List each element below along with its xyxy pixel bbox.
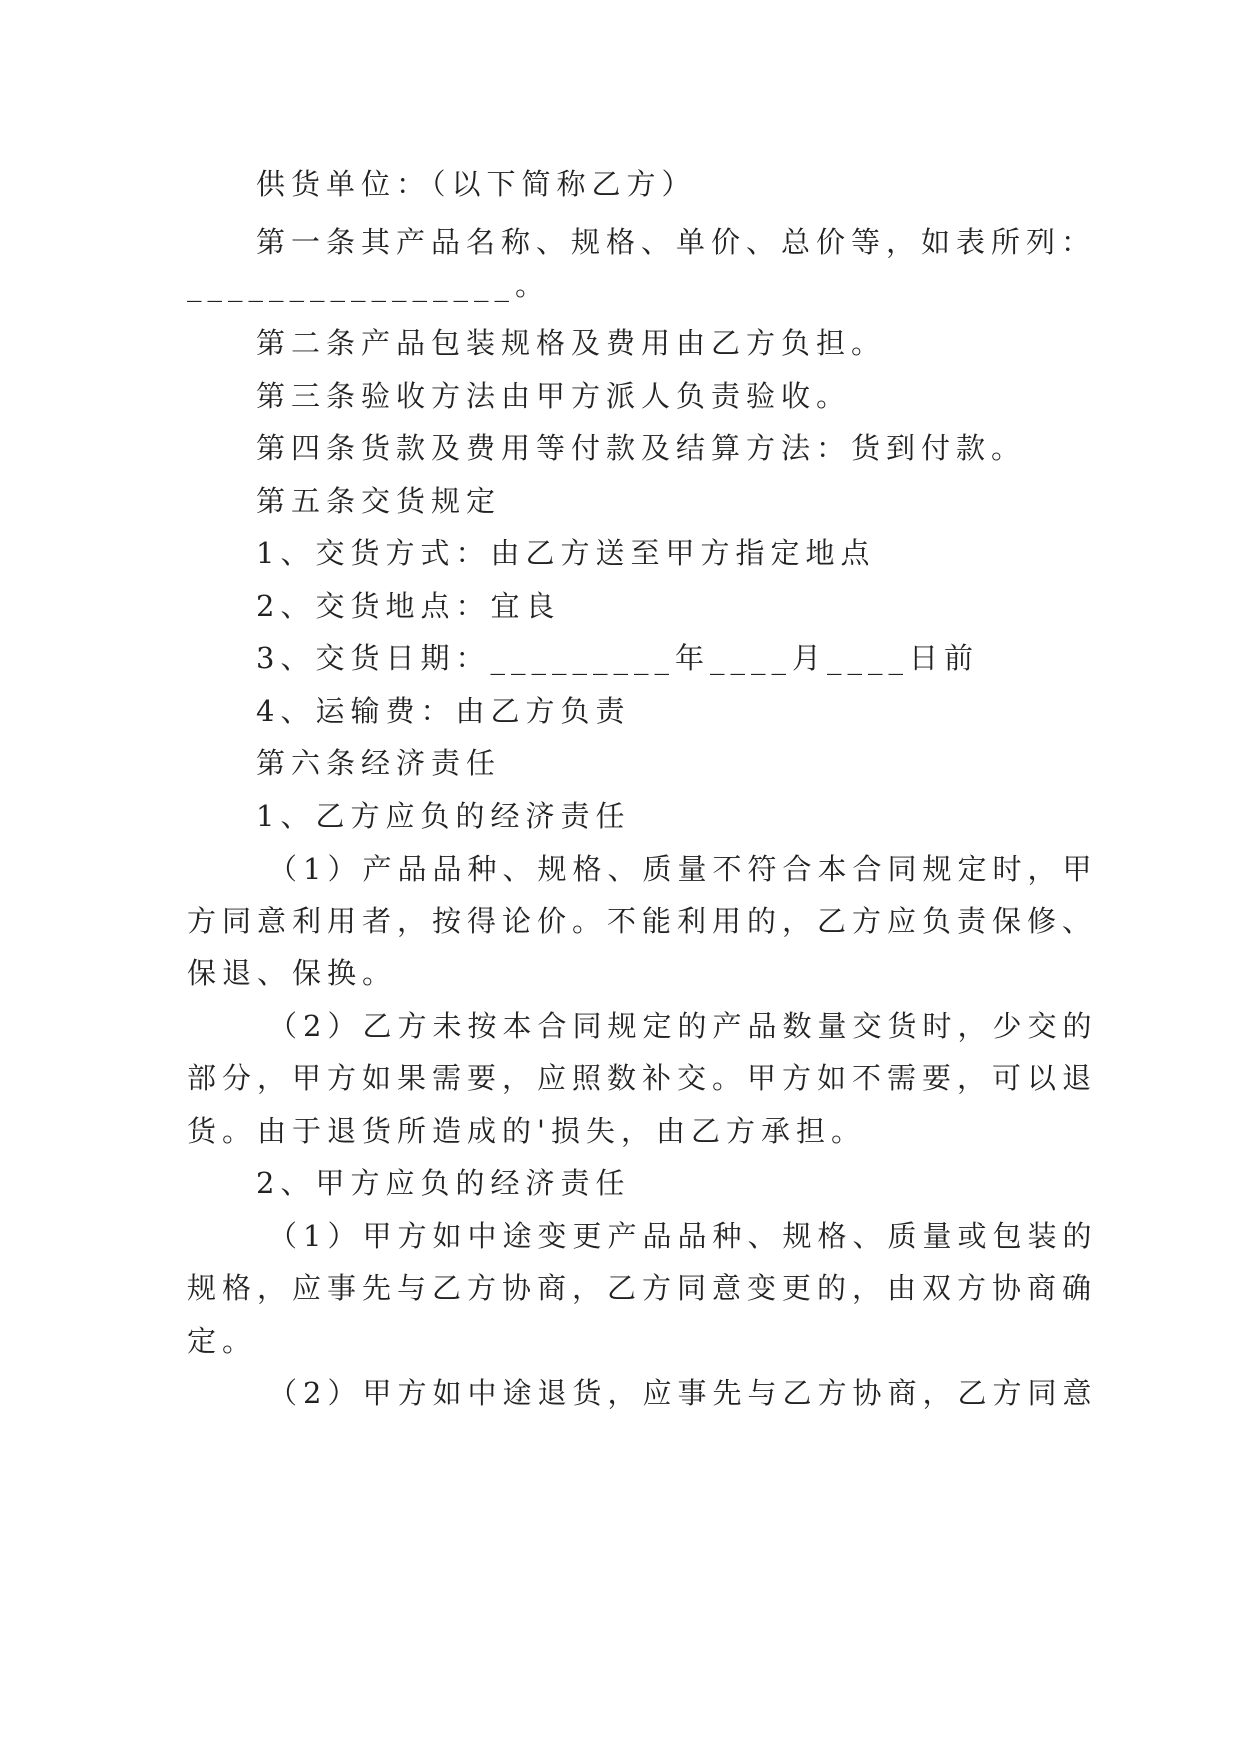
delivery-location: 2、交货地点：宜良 bbox=[256, 589, 561, 623]
article-6-heading: 第六条经济责任 bbox=[256, 746, 502, 780]
article-5-heading: 第五条交货规定 bbox=[256, 484, 502, 518]
party-b-responsibility-heading: 1、乙方应负的经济责任 bbox=[256, 799, 631, 833]
party-b-clause-1-line-1: （1）产品品种、规格、质量不符合本合同规定时，甲 bbox=[268, 852, 1098, 886]
article-1-blank: ________________。 bbox=[187, 268, 551, 302]
article-3: 第三条验收方法由甲方派人负责验收。 bbox=[256, 379, 852, 413]
party-b-clause-2-line-2: 部分，甲方如果需要，应照数补交。甲方如不需要，可以退 bbox=[187, 1061, 1098, 1095]
supplier-line: 供货单位：（以下简称乙方） bbox=[256, 167, 697, 201]
party-b-clause-2-line-1: （2）乙方未按本合同规定的产品数量交货时，少交的 bbox=[268, 1009, 1098, 1043]
party-a-clause-1-line-3: 定。 bbox=[187, 1324, 258, 1358]
party-a-clause-2-line-1: （2）甲方如中途退货，应事先与乙方协商，乙方同意 bbox=[268, 1376, 1098, 1410]
delivery-date: 3、交货日期：_________年____月____日前 bbox=[256, 641, 979, 675]
party-a-clause-1-line-2: 规格，应事先与乙方协商，乙方同意变更的，由双方协商确 bbox=[187, 1271, 1098, 1305]
party-a-responsibility-heading: 2、甲方应负的经济责任 bbox=[256, 1166, 631, 1200]
article-2: 第二条产品包装规格及费用由乙方负担。 bbox=[256, 326, 887, 360]
party-b-clause-2-line-3: 货。由于退货所造成的'损失，由乙方承担。 bbox=[187, 1114, 866, 1148]
transport-fee: 4、运输费：由乙方负责 bbox=[256, 694, 631, 728]
article-1: 第一条其产品名称、规格、单价、总价等，如表所列： bbox=[256, 225, 1097, 259]
delivery-method: 1、交货方式：由乙方送至甲方指定地点 bbox=[256, 536, 876, 570]
party-b-clause-1-line-3: 保退、保换。 bbox=[187, 956, 398, 990]
party-a-clause-1-line-1: （1）甲方如中途变更产品品种、规格、质量或包装的 bbox=[268, 1219, 1098, 1253]
article-4: 第四条货款及费用等付款及结算方法：货到付款。 bbox=[256, 431, 1027, 465]
party-b-clause-1-line-2: 方同意利用者，按得论价。不能利用的，乙方应负责保修、 bbox=[187, 904, 1098, 938]
